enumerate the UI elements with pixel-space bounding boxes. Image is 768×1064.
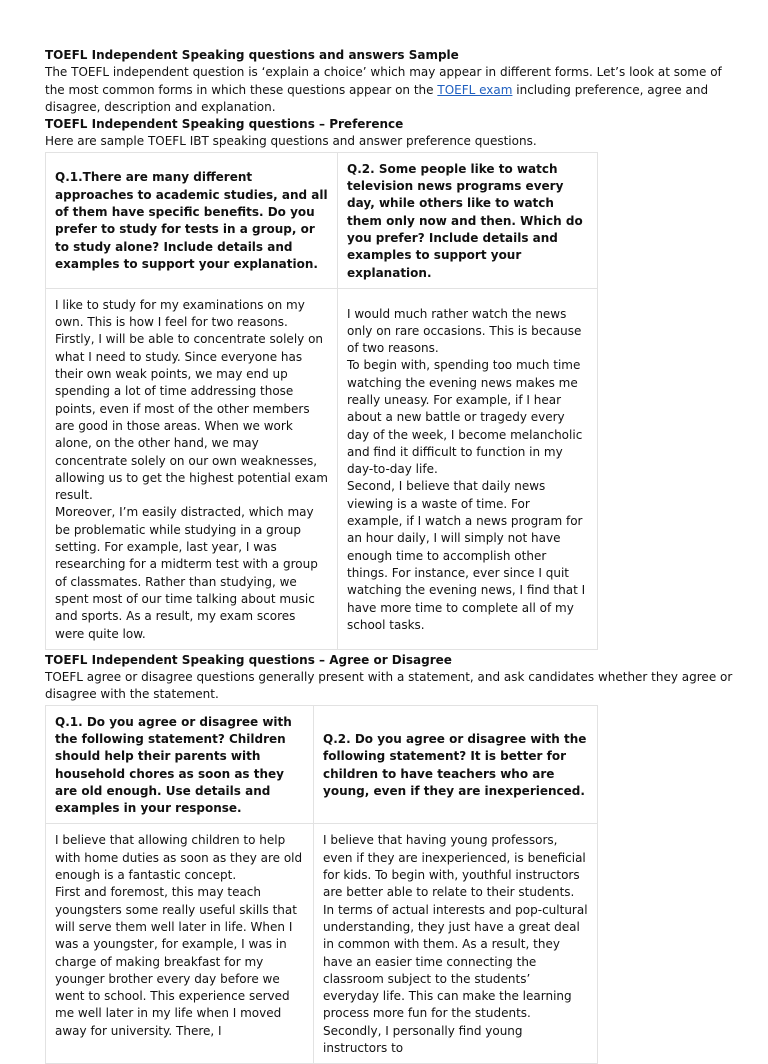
agree-intro: TOEFL agree or disagree questions generally present with a statement, and ask candidates whether they agree or disagree with the statement. — [45, 670, 733, 702]
preference-intro: Here are sample TOEFL IBT speaking questions and answer preference questions. — [45, 134, 537, 149]
intro-text-after-link: including preference, agree and disagree, description and explanation. — [45, 82, 709, 114]
preference-answer-1: I like to study for my examinations on my own. This is how I feel for two reasons. Firstly, I will be able to concentrate solely on what I need to study. Since everyone has their own weak points, we may end up spending a lot of time addressing those points, even if most of the other members are good in those areas. When we work alone, on the other hand, we may concentrate solely on our own weaknesses, allowing us to get the highest potential exam result. Moreover, I’m easily distracted, which may be problematic while studying in a group setting. For example, last year, I was researching for a midterm test with a group of classmates. Rather than studying, we spent most of our time talking about music and sports. As a result, my exam scores were quite low. — [46, 288, 338, 649]
document-page — [45, 47, 735, 1064]
agree-answer-1: I believe that allowing children to help with home duties as soon as they are old enough is a fantastic concept. First and foremost, this may teach youngsters some really useful skills that will serve them well later in life. When I was a youngster, for example, I was in charge of making breakfast for my younger brother every day before we went to school. This experience served me well later in my life when I moved away for university. There, I — [46, 824, 314, 1064]
agree-table — [45, 705, 598, 1064]
preference-question-2: Q.2. Some people like to watch television news programs every day, while others like to watch them only now and then. Which do you prefer? Include details and examples to support your explanation. — [338, 152, 598, 288]
agree-heading: TOEFL Independent Speaking questions – Agree or Disagree — [45, 652, 452, 667]
toefl-exam-link[interactable]: TOEFL exam — [437, 82, 513, 97]
table-row — [46, 152, 598, 288]
table-row — [46, 288, 598, 649]
preference-question-1: Q.1.There are many different approaches to academic studies, and all of them have specific benefits. Do you prefer to study for tests in a group, or to study alone? Include details and examples to support your explanation. — [46, 152, 338, 288]
preference-table — [45, 152, 598, 650]
preference-heading: TOEFL Independent Speaking questions – Preference — [45, 117, 404, 132]
agree-answer-2: I believe that having young professors, even if they are inexperienced, is beneficial for kids. To begin with, youthful instructors are better able to relate to their students. In terms of actual interests and pop-cultural understanding, they just have a great deal in common with them. As a result, they have an easier time connecting the classroom subject to the students’ everyday life. This can make the learning process more fun for the students. Secondly, I personally find young instructors to — [314, 824, 598, 1064]
intro-paragraph — [45, 64, 735, 116]
preference-answer-2: I would much rather watch the news only on rare occasions. This is because of two reasons. To begin with, spending too much time watching the evening news makes me really uneasy. For example, if I hear about a new battle or tragedy every day of the week, I become melancholic and find it difficult to function in my day-to-day life. Second, I believe that daily news viewing is a waste of time. For example, if I watch a news program for an hour daily, I will simply not have enough time to accomplish other things. For instance, ever since I quit watching the evening news, I find that I have more time to complete all of my school tasks. — [338, 288, 598, 649]
table-row — [46, 705, 598, 824]
intro-text-before-link: The TOEFL independent question is ‘explain a choice’ which may appear in different forms. Let’s look at some of the most common forms in which these questions appear on the — [45, 65, 722, 97]
document-title: TOEFL Independent Speaking questions and answers Sample — [45, 48, 459, 62]
table-row — [46, 824, 598, 1064]
agree-question-2: Q.2. Do you agree or disagree with the following statement? It is better for children to have teachers who are young, even if they are inexperienced. — [314, 705, 598, 824]
agree-question-1: Q.1. Do you agree or disagree with the following statement? Children should help their parents with household chores as soon as they are old enough. Use details and examples in your response. — [46, 705, 314, 824]
